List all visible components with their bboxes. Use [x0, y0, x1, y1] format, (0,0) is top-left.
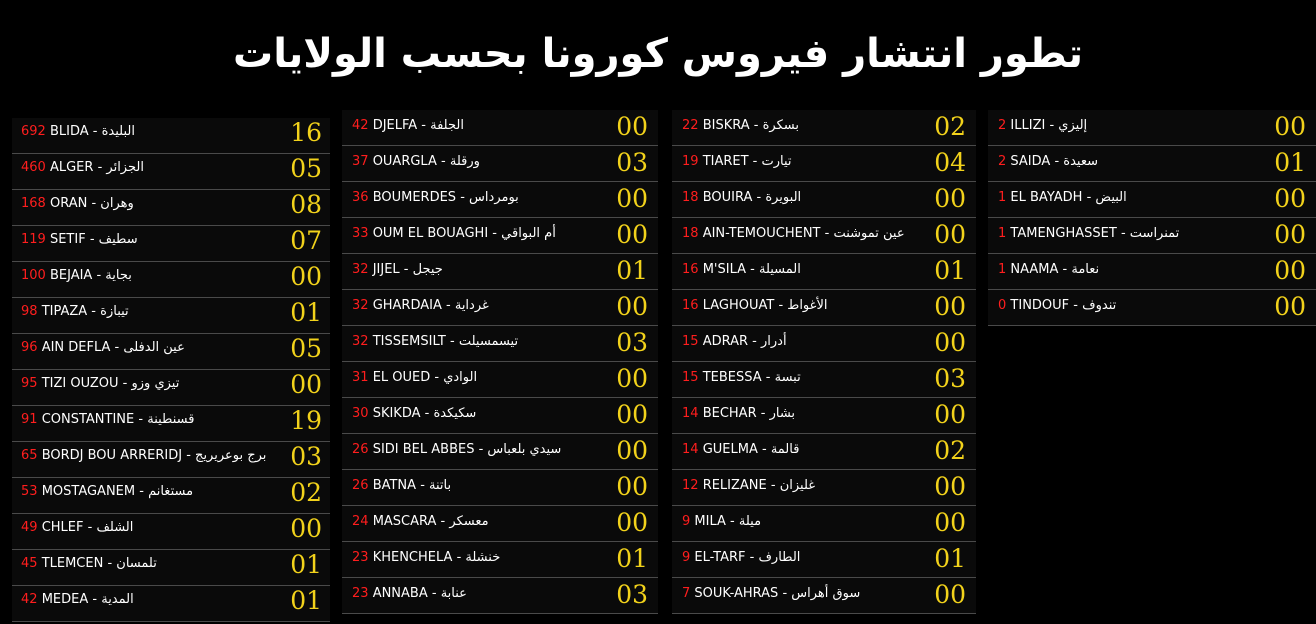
wilaya-name-arabic: الشلف	[96, 520, 134, 535]
column-2	[342, 110, 658, 614]
wilaya-name: BORDJ BOU ARRERIDJ	[41, 448, 183, 463]
case-count: 1	[998, 226, 1007, 241]
case-count: 2	[998, 118, 1007, 133]
case-count: 26	[352, 442, 369, 457]
case-count: 23	[352, 586, 369, 601]
wilaya-row	[672, 542, 976, 578]
wilaya-name-arabic: البيض	[1095, 190, 1127, 205]
wilaya-label: 23 ANNABA - عنابة	[352, 586, 467, 601]
wilaya-row	[988, 290, 1316, 326]
wilaya-name: SETIF	[49, 232, 86, 247]
wilaya-label: 91 CONSTANTINE - قسنطينة	[21, 412, 195, 427]
case-count: 26	[352, 478, 369, 493]
wilaya-name-arabic: إليزي	[1058, 118, 1088, 133]
case-count: 168	[21, 196, 46, 211]
wilaya-name-arabic: البليدة	[101, 124, 135, 139]
wilaya-name: KHENCHELA	[372, 550, 453, 565]
case-count: 33	[352, 226, 369, 241]
wilaya-label: 36 BOUMERDES - بومرداس	[352, 190, 519, 205]
daily-value: 16	[290, 118, 322, 147]
wilaya-row	[12, 514, 330, 550]
wilaya-label: 15 TEBESSA - تبسة	[682, 370, 801, 385]
wilaya-label: 53 MOSTAGANEM - مستغانم	[21, 484, 194, 499]
wilaya-name-arabic: سكيكدة	[433, 406, 477, 421]
case-count: 1	[998, 262, 1007, 277]
wilaya-row	[672, 362, 976, 398]
wilaya-label: 2 SAIDA - سعيدة	[998, 154, 1099, 169]
daily-value: 01	[290, 586, 322, 615]
wilaya-row	[12, 154, 330, 190]
daily-value: 02	[934, 436, 966, 465]
daily-value: 00	[290, 370, 322, 399]
case-count: 42	[21, 592, 38, 607]
daily-value: 01	[290, 550, 322, 579]
wilaya-name: BATNA	[372, 478, 417, 493]
case-count: 1	[998, 190, 1007, 205]
case-count: 24	[352, 514, 369, 529]
wilaya-name-arabic: سيدي بلعباس	[487, 442, 562, 457]
daily-value: 00	[1274, 256, 1306, 285]
wilaya-name: EL OUED	[372, 370, 431, 385]
wilaya-name: MOSTAGANEM	[41, 484, 136, 499]
daily-value: 01	[616, 544, 648, 573]
case-count: 16	[682, 262, 699, 277]
case-count: 14	[682, 442, 699, 457]
wilaya-row	[672, 326, 976, 362]
wilaya-label: 2 ILLIZI - إليزي	[998, 118, 1088, 133]
wilaya-label: 18 BOUIRA - البويرة	[682, 190, 802, 205]
wilaya-name: JIJEL	[372, 262, 400, 277]
wilaya-name: MILA	[694, 514, 726, 529]
wilaya-name: TAMENGHASSET	[1010, 226, 1117, 241]
wilaya-label: 49 CHLEF - الشلف	[21, 520, 134, 535]
wilaya-label: 9 MILA - ميلة	[682, 514, 762, 529]
wilaya-label: 22 BISKRA - بسكرة	[682, 118, 799, 133]
wilaya-name: ORAN	[49, 196, 88, 211]
wilaya-label: 23 KHENCHELA - خنشلة	[352, 550, 501, 565]
wilaya-name: LAGHOUAT	[702, 298, 775, 313]
wilaya-name: GUELMA	[702, 442, 758, 457]
wilaya-name: AIN-TEMOUCHENT	[702, 226, 821, 241]
wilaya-name: NAAMA	[1010, 262, 1059, 277]
wilaya-row	[12, 226, 330, 262]
case-count: 32	[352, 298, 369, 313]
wilaya-row	[342, 470, 658, 506]
wilaya-label: 31 EL OUED - الوادي	[352, 370, 478, 385]
wilaya-name: TIZI OUZOU	[41, 376, 119, 391]
wilaya-label: 0 TINDOUF - تندوف	[998, 298, 1117, 313]
daily-value: 00	[290, 514, 322, 543]
daily-value: 00	[934, 508, 966, 537]
daily-value: 01	[934, 544, 966, 573]
wilaya-name-arabic: بشار	[769, 406, 796, 421]
wilaya-label: 168 ORAN - وهران	[21, 196, 134, 211]
case-count: 0	[998, 298, 1007, 313]
wilaya-name-arabic: برج بوعريريج	[195, 448, 267, 463]
wilaya-name: TLEMCEN	[41, 556, 104, 571]
wilaya-name: DJELFA	[372, 118, 418, 133]
case-count: 2	[998, 154, 1007, 169]
wilaya-name-arabic: خنشلة	[465, 550, 501, 565]
daily-value: 00	[616, 292, 648, 321]
daily-value: 00	[616, 400, 648, 429]
wilaya-name-arabic: عين الدفلى	[123, 340, 185, 355]
wilaya-label: 1 TAMENGHASSET - تمنراست	[998, 226, 1180, 241]
wilaya-row	[12, 406, 330, 442]
wilaya-row	[342, 110, 658, 146]
case-count: 42	[352, 118, 369, 133]
wilaya-row	[342, 290, 658, 326]
case-count: 692	[21, 124, 46, 139]
wilaya-name-arabic: تيبازة	[100, 304, 129, 319]
wilaya-name: OUARGLA	[372, 154, 437, 169]
wilaya-row	[988, 182, 1316, 218]
daily-value: 00	[616, 112, 648, 141]
wilaya-name-arabic: قالمة	[770, 442, 800, 457]
case-count: 12	[682, 478, 699, 493]
wilaya-label: 14 BECHAR - بشار	[682, 406, 796, 421]
daily-value: 00	[1274, 292, 1306, 321]
wilaya-label: 119 SETIF - سطيف	[21, 232, 138, 247]
wilaya-label: 98 TIPAZA - تيبازة	[21, 304, 129, 319]
case-count: 22	[682, 118, 699, 133]
wilaya-label: 32 GHARDAIA - غرداية	[352, 298, 489, 313]
wilaya-name: BECHAR	[702, 406, 757, 421]
daily-value: 03	[290, 442, 322, 471]
case-count: 18	[682, 190, 699, 205]
daily-value: 01	[1274, 148, 1306, 177]
wilaya-row	[672, 398, 976, 434]
wilaya-name-arabic: تيسمسيلت	[458, 334, 519, 349]
wilaya-label: 692 BLIDA - البليدة	[21, 124, 135, 139]
wilaya-row	[12, 370, 330, 406]
case-count: 30	[352, 406, 369, 421]
daily-value: 04	[934, 148, 966, 177]
wilaya-label: 65 BORDJ BOU ARRERIDJ - برج بوعريريج	[21, 448, 267, 463]
wilaya-name-arabic: معسكر	[449, 514, 489, 529]
wilaya-label: 42 MEDEA - المدية	[21, 592, 134, 607]
wilaya-name-arabic: نعامة	[1071, 262, 1100, 277]
wilaya-name: BISKRA	[702, 118, 750, 133]
wilaya-label: 32 JIJEL - جيجل	[352, 262, 443, 277]
daily-value: 00	[1274, 112, 1306, 141]
wilaya-label: 1 EL BAYADH - البيض	[998, 190, 1127, 205]
wilaya-row	[342, 506, 658, 542]
wilaya-row	[12, 190, 330, 226]
wilaya-name-arabic: الطارف	[758, 550, 801, 565]
wilaya-row	[672, 254, 976, 290]
daily-value: 00	[934, 580, 966, 609]
wilaya-row	[342, 326, 658, 362]
case-count: 45	[21, 556, 38, 571]
wilaya-name-arabic: سطيف	[98, 232, 138, 247]
wilaya-name-arabic: أم البواقي	[501, 226, 556, 241]
wilaya-name-arabic: عين تموشنت	[833, 226, 905, 241]
daily-value: 03	[616, 328, 648, 357]
wilaya-name-arabic: المسيلة	[758, 262, 801, 277]
wilaya-name: ILLIZI	[1010, 118, 1046, 133]
column-4	[988, 110, 1316, 326]
wilaya-label: 24 MASCARA - معسكر	[352, 514, 489, 529]
wilaya-name-arabic: بسكرة	[762, 118, 799, 133]
case-count: 31	[352, 370, 369, 385]
daily-value: 05	[290, 154, 322, 183]
wilaya-label: 14 GUELMA - قالمة	[682, 442, 800, 457]
wilaya-name: OUM EL BOUAGHI	[372, 226, 489, 241]
page-title: تطور انتشار فيروس كورونا بحسب الولايات	[233, 31, 1083, 77]
daily-value: 02	[934, 112, 966, 141]
wilaya-row	[342, 434, 658, 470]
wilaya-label: 96 AIN DEFLA - عين الدفلى	[21, 340, 185, 355]
wilaya-name: SIDI BEL ABBES	[372, 442, 475, 457]
daily-value: 00	[934, 328, 966, 357]
wilaya-row	[672, 578, 976, 614]
wilaya-name: EL-TARF	[694, 550, 746, 565]
wilaya-row	[12, 478, 330, 514]
wilaya-row	[12, 334, 330, 370]
wilaya-row	[988, 146, 1316, 182]
daily-value: 01	[616, 256, 648, 285]
wilaya-name: BLIDA	[49, 124, 89, 139]
daily-value: 00	[290, 262, 322, 291]
wilaya-name: TISSEMSILT	[372, 334, 446, 349]
wilaya-label: 16 LAGHOUAT - الأغواط	[682, 298, 828, 313]
wilaya-name: EL BAYADH	[1010, 190, 1083, 205]
wilaya-name-arabic: غليزان	[779, 478, 816, 493]
case-count: 23	[352, 550, 369, 565]
wilaya-name: TIARET	[702, 154, 749, 169]
daily-value: 00	[616, 436, 648, 465]
case-count: 36	[352, 190, 369, 205]
wilaya-row	[12, 586, 330, 622]
wilaya-label: 42 DJELFA - الجلفة	[352, 118, 464, 133]
daily-value: 00	[616, 472, 648, 501]
daily-value: 03	[616, 148, 648, 177]
wilaya-name: ADRAR	[702, 334, 749, 349]
daily-value: 01	[290, 298, 322, 327]
wilaya-name-arabic: تيزي وزو	[131, 376, 180, 391]
wilaya-row	[672, 506, 976, 542]
wilaya-name: BOUMERDES	[372, 190, 457, 205]
wilaya-name: ALGER	[49, 160, 94, 175]
case-count: 91	[21, 412, 38, 427]
wilaya-label: 1 NAAMA - نعامة	[998, 262, 1100, 277]
wilaya-name: RELIZANE	[702, 478, 767, 493]
daily-value: 19	[290, 406, 322, 435]
wilaya-name-arabic: تلمسان	[116, 556, 157, 571]
case-count: 15	[682, 370, 699, 385]
case-count: 37	[352, 154, 369, 169]
wilaya-row	[342, 218, 658, 254]
wilaya-name-arabic: قسنطينة	[147, 412, 195, 427]
wilaya-row	[342, 146, 658, 182]
wilaya-name-arabic: تمنراست	[1129, 226, 1180, 241]
wilaya-name: TEBESSA	[702, 370, 762, 385]
wilaya-row	[342, 182, 658, 218]
daily-value: 00	[934, 400, 966, 429]
case-count: 19	[682, 154, 699, 169]
wilaya-label: 26 SIDI BEL ABBES - سيدي بلعباس	[352, 442, 562, 457]
wilaya-name-arabic: بجاية	[105, 268, 132, 283]
wilaya-row	[342, 578, 658, 614]
wilaya-label: 30 SKIKDA - سكيكدة	[352, 406, 477, 421]
wilaya-name-arabic: وهران	[100, 196, 134, 211]
wilaya-name: MEDEA	[41, 592, 89, 607]
wilaya-row	[672, 218, 976, 254]
wilaya-name: ANNABA	[372, 586, 428, 601]
wilaya-name-arabic: البويرة	[765, 190, 802, 205]
wilaya-name-arabic: سعيدة	[1063, 154, 1099, 169]
daily-value: 00	[1274, 220, 1306, 249]
wilaya-name-arabic: تبسة	[774, 370, 801, 385]
wilaya-name-arabic: الأغواط	[787, 298, 828, 313]
daily-value: 00	[1274, 184, 1306, 213]
wilaya-row	[342, 542, 658, 578]
wilaya-label: 45 TLEMCEN - تلمسان	[21, 556, 157, 571]
wilaya-row	[988, 218, 1316, 254]
wilaya-name-arabic: الجزائر	[106, 160, 144, 175]
wilaya-row	[342, 362, 658, 398]
wilaya-row	[988, 110, 1316, 146]
wilaya-label: 7 SOUK-AHRAS - سوق أهراس	[682, 586, 861, 601]
daily-value: 05	[290, 334, 322, 363]
daily-value: 00	[616, 364, 648, 393]
wilaya-name-arabic: أدرار	[761, 334, 787, 349]
daily-value: 08	[290, 190, 322, 219]
case-count: 14	[682, 406, 699, 421]
wilaya-row	[342, 254, 658, 290]
wilaya-row	[672, 470, 976, 506]
wilaya-name-arabic: مستغانم	[148, 484, 194, 499]
wilaya-name: SKIKDA	[372, 406, 421, 421]
wilaya-label: 9 EL-TARF - الطارف	[682, 550, 801, 565]
wilaya-row	[672, 182, 976, 218]
daily-value: 03	[934, 364, 966, 393]
wilaya-row	[12, 298, 330, 334]
wilaya-name-arabic: بومرداس	[469, 190, 519, 205]
wilaya-label: 19 TIARET - تيارت	[682, 154, 792, 169]
wilaya-row	[12, 442, 330, 478]
wilaya-row	[672, 110, 976, 146]
wilaya-name: CONSTANTINE	[41, 412, 135, 427]
case-count: 15	[682, 334, 699, 349]
case-count: 32	[352, 334, 369, 349]
case-count: 96	[21, 340, 38, 355]
wilaya-row	[12, 262, 330, 298]
wilaya-label: 32 TISSEMSILT - تيسمسيلت	[352, 334, 519, 349]
case-count: 98	[21, 304, 38, 319]
wilaya-label: 12 RELIZANE - غليزان	[682, 478, 816, 493]
daily-value: 00	[616, 184, 648, 213]
daily-value: 00	[934, 184, 966, 213]
wilaya-name-arabic: سوق أهراس	[791, 586, 861, 601]
wilaya-row	[12, 118, 330, 154]
case-count: 32	[352, 262, 369, 277]
case-count: 460	[21, 160, 46, 175]
wilaya-row	[672, 434, 976, 470]
case-count: 9	[682, 514, 691, 529]
wilaya-name: MASCARA	[372, 514, 437, 529]
wilaya-name-arabic: الجلفة	[430, 118, 464, 133]
daily-value: 00	[616, 220, 648, 249]
wilaya-label: 15 ADRAR - أدرار	[682, 334, 787, 349]
wilaya-name: M'SILA	[702, 262, 746, 277]
wilaya-label: 100 BEJAIA - بجاية	[21, 268, 132, 283]
case-count: 18	[682, 226, 699, 241]
wilaya-name-arabic: غرداية	[454, 298, 489, 313]
wilaya-name: BEJAIA	[49, 268, 93, 283]
case-count: 65	[21, 448, 38, 463]
wilaya-row	[672, 290, 976, 326]
case-count: 9	[682, 550, 691, 565]
case-count: 16	[682, 298, 699, 313]
wilaya-name-arabic: عنابة	[440, 586, 467, 601]
case-count: 7	[682, 586, 691, 601]
wilaya-name: TIPAZA	[41, 304, 88, 319]
wilaya-name: TINDOUF	[1010, 298, 1070, 313]
wilaya-label: 460 ALGER - الجزائر	[21, 160, 144, 175]
wilaya-name-arabic: ميلة	[738, 514, 762, 529]
wilaya-name: CHLEF	[41, 520, 84, 535]
wilaya-label: 16 M'SILA - المسيلة	[682, 262, 801, 277]
wilaya-label: 26 BATNA - باتنة	[352, 478, 452, 493]
case-count: 100	[21, 268, 46, 283]
wilaya-label: 33 OUM EL BOUAGHI - أم البواقي	[352, 226, 556, 241]
wilaya-label: 95 TIZI OUZOU - تيزي وزو	[21, 376, 180, 391]
wilaya-name-arabic: تيارت	[761, 154, 792, 169]
case-count: 49	[21, 520, 38, 535]
wilaya-name: AIN DEFLA	[41, 340, 111, 355]
daily-value: 02	[290, 478, 322, 507]
case-count: 119	[21, 232, 46, 247]
wilaya-row	[342, 398, 658, 434]
wilaya-name-arabic: باتنة	[429, 478, 452, 493]
case-count: 95	[21, 376, 38, 391]
column-1	[12, 118, 330, 622]
wilaya-name: SAIDA	[1010, 154, 1051, 169]
case-count: 53	[21, 484, 38, 499]
wilaya-row	[988, 254, 1316, 290]
wilaya-name-arabic: تندوف	[1082, 298, 1117, 313]
daily-value: 00	[934, 220, 966, 249]
wilaya-label: 18 AIN-TEMOUCHENT - عين تموشنت	[682, 226, 905, 241]
wilaya-name-arabic: الوادي	[443, 370, 478, 385]
daily-value: 07	[290, 226, 322, 255]
daily-value: 03	[616, 580, 648, 609]
daily-value: 01	[934, 256, 966, 285]
wilaya-label: 37 OUARGLA - ورقلة	[352, 154, 480, 169]
wilaya-name-arabic: جيجل	[412, 262, 443, 277]
daily-value: 00	[934, 292, 966, 321]
wilaya-name: GHARDAIA	[372, 298, 442, 313]
wilaya-name-arabic: ورقلة	[449, 154, 480, 169]
wilaya-name: BOUIRA	[702, 190, 753, 205]
wilaya-row	[672, 146, 976, 182]
wilaya-name-arabic: المدية	[101, 592, 134, 607]
wilaya-name: SOUK-AHRAS	[694, 586, 779, 601]
daily-value: 00	[934, 472, 966, 501]
daily-value: 00	[616, 508, 648, 537]
column-3	[672, 110, 976, 614]
wilaya-row	[12, 550, 330, 586]
